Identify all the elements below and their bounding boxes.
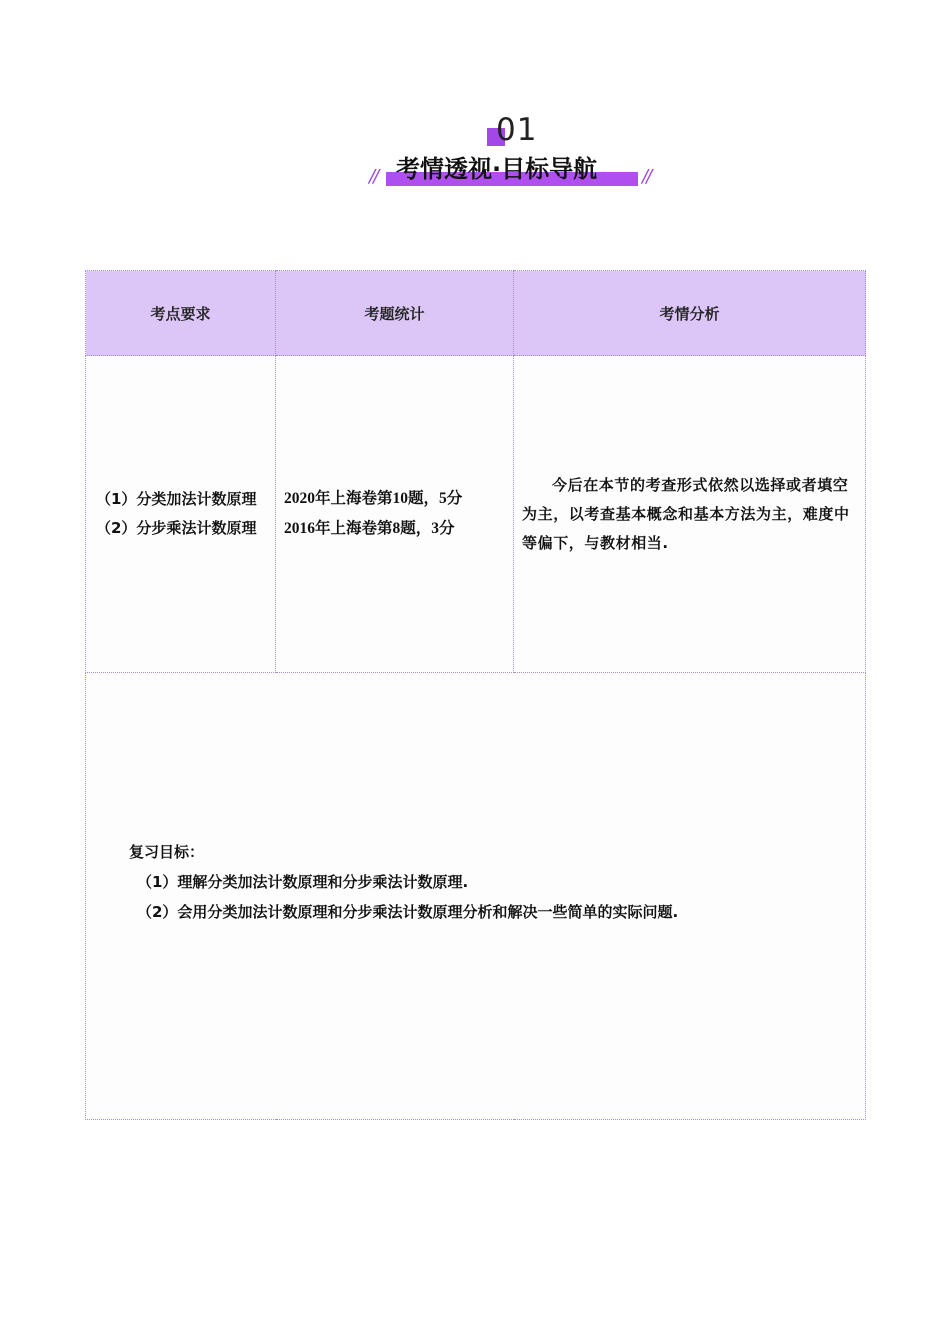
requirements-cell <box>86 356 276 673</box>
left-slash-decoration: // <box>369 166 378 187</box>
right-slash-decoration: // <box>642 166 651 187</box>
column-header-analysis: 考情分析 <box>514 271 866 356</box>
statistic-item: 2020年上海卷第10题，5分 <box>284 490 463 507</box>
section-title: 考情透视·目标导航 <box>396 155 598 183</box>
requirement-item: （2）分步乘法计数原理 <box>96 519 257 537</box>
section-number: 01 <box>496 112 538 148</box>
review-goal-item: （2）会用分类加法计数原理和分步乘法计数原理分析和解决一些简单的实际问题. <box>137 903 679 921</box>
requirement-item: （1）分类加法计数原理 <box>96 489 257 508</box>
analysis-text: 今后在本节的考查形式依然以选择或者填空为主，以考查基本概念和基本方法为主，难度中等偏下，与教材相当. <box>522 475 850 552</box>
review-goal-item: （1）理解分类加法计数原理和分步乘法计数原理. <box>137 873 469 891</box>
table-header-row <box>86 271 866 356</box>
table-row <box>86 356 866 673</box>
exam-analysis-table <box>85 270 866 1120</box>
statistic-item: 2016年上海卷第8题，3分 <box>284 520 455 537</box>
review-goals-heading: 复习目标： <box>129 843 205 861</box>
review-goals-cell <box>86 673 866 1120</box>
analysis-cell <box>514 356 866 673</box>
statistics-cell <box>276 356 514 673</box>
section-header <box>0 0 950 200</box>
column-header-requirements: 考点要求 <box>86 271 276 356</box>
column-header-statistics: 考题统计 <box>276 271 514 356</box>
review-goals-row <box>86 673 866 1120</box>
